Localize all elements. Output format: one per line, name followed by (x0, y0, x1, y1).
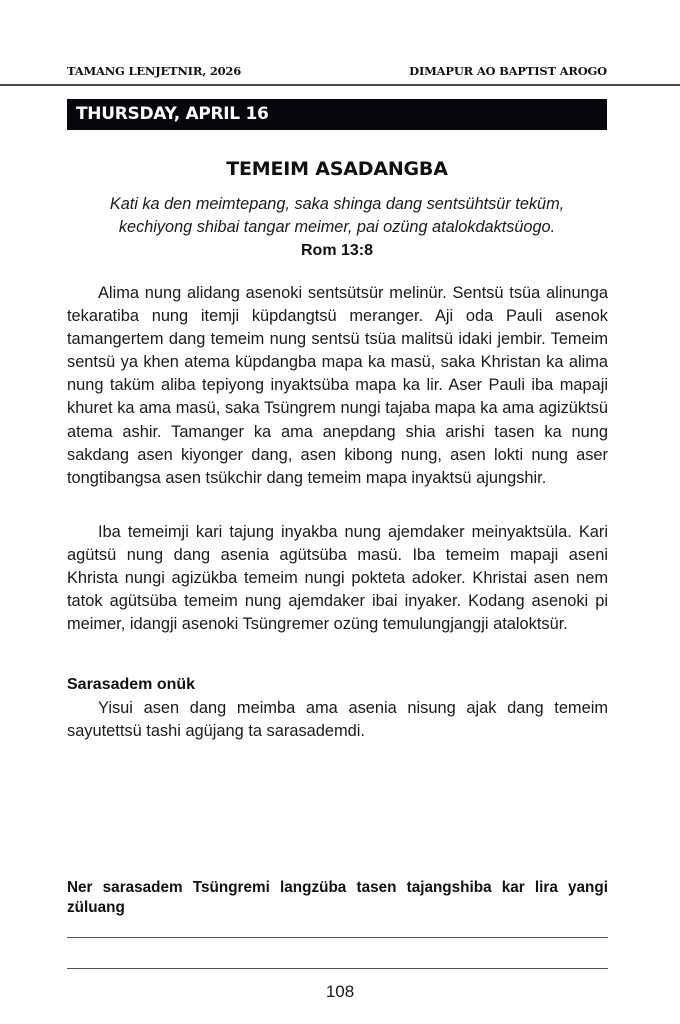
devotion-title: TEMEIM ASADANGBA (226, 158, 448, 180)
body-paragraph: Iba temeimji kari tajung inyakba nung ajemdaker meinyaktsüla. Kari agütsü nung dang asenia agütsüba masü. Iba temeim mapaji aseni Khrista nungi agizükba temeim nungi pokteta adoker. Khristai asen nem tatok agütsüba temeim nung ajemdaker ibai inyaker. Kodang asenoki pi meimer, idangji asenoki Tsüngremer ozüng temulungjangji ataloktsür. (67, 523, 608, 634)
prayer-text: Yisui asen dang meimba ama asenia nisung ajak dang temeim sayutettsü tashi agüjang ta sarasademdi. (67, 699, 608, 741)
publisher-name: DIMAPUR AO BAPTIST AROGO (409, 64, 607, 78)
key-verse (67, 193, 607, 239)
key-verse-line: Kati ka den meimtepang, saka shinga dang sentsühtsür teküm, (109, 195, 565, 213)
book-title: TAMANG LENJETNIR, 2026 (67, 64, 242, 78)
day-banner: THURSDAY, APRIL 16 (67, 99, 607, 130)
key-verse-line: kechiyong shibai tangar meimer, pai ozüng atalokdaktsüogo. (118, 218, 556, 236)
reflection-prompt: Ner sarasadem Tsüngremi langzüba tasen tajangshiba kar lira yangi züluang (67, 879, 608, 916)
prayer-heading: Sarasadem onük (67, 676, 196, 693)
writing-line (67, 937, 608, 938)
verse-reference: Rom 13:8 (300, 242, 374, 259)
page-number: 108 (325, 982, 355, 1001)
writing-line (67, 968, 608, 969)
body-paragraph: Alima nung alidang asenoki sentsütsür melinür. Sentsü tsüa alinunga tekaratiba nung itemji küpdangtsü meranger. Aji oda Pauli asenok tamangertem dang temeim nung sentsü tsüa malitsü idaki jembir. Temeim sentsü ya khen atema küpdangba mapa ka masü, saka Khristan ka alima nung taküm aliba tepiyong inyaktsüba mapa ka lir. Aser Pauli iba mapaji khuret ka ama masü, saka Tsüngrem nungi tajaba mapa ka ama agizüktsü atema ashir. Tamanger ka ama anepdang shia arishi tasen ka nung sakdang asen kiyonger dang, asen kibong nung, asen lokti nung aser tongtibangsa asen tsükchir dang temeim mapa inyaktsü ajungshir. (67, 284, 608, 487)
running-header (67, 62, 607, 80)
header-rule (0, 84, 680, 86)
